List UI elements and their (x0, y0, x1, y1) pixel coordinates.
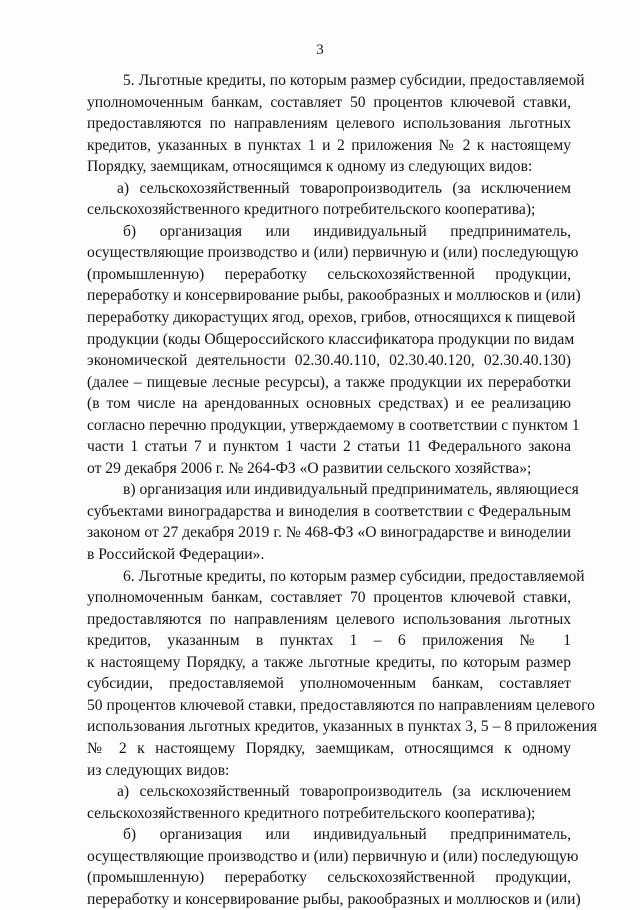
text-line: б) организация или индивидуальный предприниматель, (123, 222, 571, 240)
paragraph-5-item-a (87, 178, 571, 221)
text-line: уполномоченным банкам, составляет 50 процентов ключевой ставки, (87, 93, 571, 111)
paragraph-6-item-b (87, 824, 581, 910)
text-line: законом от 27 декабря 2019 г. № 468-ФЗ «О виноградарстве и виноделии (87, 524, 571, 542)
page-number: 3 (316, 42, 324, 58)
text-line: б) организация или индивидуальный предприниматель, (123, 826, 571, 844)
text-line: кредитов, указанных в пунктах 1 и 2 приложения № 2 к настоящему (87, 136, 571, 154)
text-line: в) организация или индивидуальный предприниматель, являющиеся (123, 481, 579, 499)
text-line: (далее – пищевые лесные ресурсы), а также продукции их переработки (87, 373, 571, 391)
text-line: Порядку, заемщикам, относящимся к одному из следующих видов: (87, 158, 533, 176)
paragraph-5-item-v (87, 479, 579, 565)
text-line: осуществляющие производство и (или) первичную и (или) последующую (87, 244, 579, 262)
paragraph-5-item-b (87, 221, 581, 480)
text-line: субсидии, предоставляемой уполномоченным банкам, составляет (87, 675, 571, 693)
text-line: переработку дикорастущих ягод, орехов, грибов, относящихся к пищевой (87, 309, 576, 327)
text-line: переработку и консервирование рыбы, ракообразных и моллюсков и (или) (87, 890, 581, 908)
text-line: уполномоченным банкам, составляет 70 процентов ключевой ставки, (87, 589, 571, 607)
text-line: а) сельскохозяйственный товаропроизводитель (за исключением (117, 783, 571, 801)
text-line: № 2 к настоящему Порядку, заемщикам, относящимся к одному (87, 739, 571, 757)
text-line: к настоящему Порядку, а также льготные кредиты, по которым размер (87, 653, 571, 671)
text-line: согласно перечню продукции, утверждаемому в соответствии с пунктом 1 (87, 416, 580, 434)
text-line: (промышленную) переработку сельскохозяйственной продукции, (87, 869, 571, 887)
text-line: предоставляются по направлениям целевого использования льготных (87, 115, 571, 133)
document-body (87, 70, 598, 910)
text-line: экономической деятельности 02.30.40.110, 02.30.40.120, 02.30.40.130) (87, 352, 571, 370)
paragraph-5 (87, 70, 585, 178)
text-line: продукции (коды Общероссийского классификатора продукции по видам (87, 330, 575, 348)
text-line: (промышленную) переработку сельскохозяйственной продукции, (87, 265, 571, 283)
text-line: предоставляются по направлениям целевого использования льготных (87, 610, 571, 628)
text-line: от 29 декабря 2006 г. № 264-ФЗ «О развитии сельского хозяйства»; (87, 459, 532, 477)
text-line: использования льготных кредитов, указанных в пунктах 3, 5 – 8 приложения (87, 718, 598, 736)
paragraph-6-item-a (87, 781, 571, 824)
paragraph-6 (87, 566, 598, 781)
text-line: сельскохозяйственного кредитного потребительского кооператива); (87, 201, 536, 219)
text-line: осуществляющие производство и (или) первичную и (или) последующую (87, 847, 579, 865)
text-line: кредитов, указанным в пунктах 1 – 6 приложения № 1 (87, 632, 571, 650)
text-line: (в том числе на арендованных основных средствах) и ее реализацию (87, 395, 571, 413)
text-line: сельскохозяйственного кредитного потребительского кооператива); (87, 804, 536, 822)
text-line: переработку и консервирование рыбы, ракообразных и моллюсков и (или) (87, 287, 581, 305)
text-line: 5. Льготные кредиты, по которым размер субсидии, предоставляемой (123, 72, 585, 89)
text-line: 6. Льготные кредиты, по которым размер субсидии, предоставляемой (123, 567, 585, 585)
text-line: части 1 статьи 7 и пунктом 1 части 2 статьи 11 Федерального закона (87, 438, 571, 456)
text-line: 50 процентов ключевой ставки, предоставляются по направлениям целевого (87, 696, 595, 714)
text-line: субъектами виноградарства и виноделия в соответствии с Федеральным (87, 502, 571, 520)
text-line: в Российской Федерации». (87, 546, 265, 564)
text-line: из следующих видов: (87, 761, 230, 779)
text-line: а) сельскохозяйственный товаропроизводитель (за исключением (117, 179, 571, 197)
